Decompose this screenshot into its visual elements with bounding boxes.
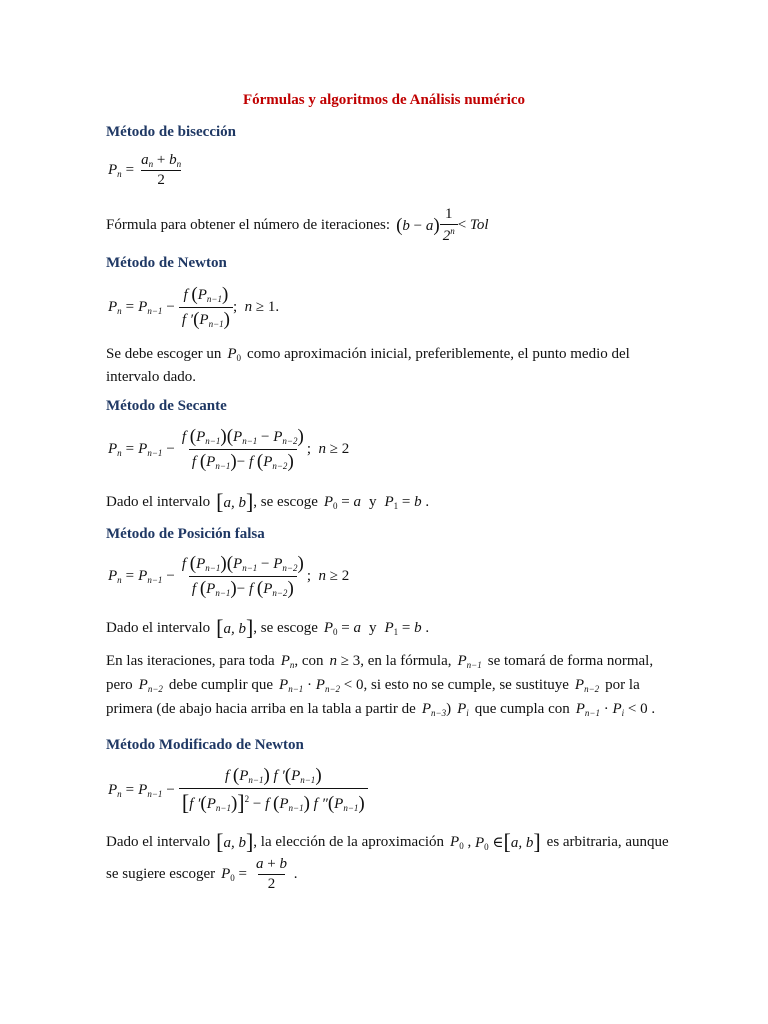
formula-modificado-newton: $P_n$ = $P_{n-1}$ − $\frac{f (P_{n-1}) f '(P_{n-1})}{[f '(P_{n-1})]^2 - f (P_{n-1}) f ''(P_{n-1})}$ xyxy=(108,765,368,816)
posicion-falsa-note-a: Dado el intervalo xyxy=(106,619,211,636)
posicion-falsa-note: Dado el intervalo [a, b] , se escoge $P_0 = a$ y $P_1 = b$ . xyxy=(106,615,430,640)
iterations-text: Fórmula para obtener el número de iteraciones: xyxy=(106,217,391,233)
modificado-note-line1: Dado el intervalo [a, b] , la elección de la aproximación $P_0$ , $P_0$ ∈[a, b] es arbitraria, aunque xyxy=(106,829,669,854)
modificado-note-d: se sugiere escoger xyxy=(106,866,216,882)
secante-note-a: Dado el intervalo xyxy=(106,493,211,510)
para3-b: ) xyxy=(446,701,452,717)
para2-a: pero xyxy=(106,677,133,693)
para1-c: , en la fórmula, xyxy=(360,653,452,669)
formula-newton: $P_n$ = $P_{n-1}$ − $\frac{f (P_{n-1})}{f '(P_{n-1})}$ ; n ≥ 1. xyxy=(108,284,280,330)
newton-note-line1: Se debe escoger un $P_0$ como aproximación inicial, preferiblemente, el punto medio del xyxy=(106,346,630,363)
heading-newton: Método de Newton xyxy=(106,255,227,271)
page-title: Fórmulas y algoritmos de Análisis numérico xyxy=(242,92,526,108)
newton-note-line2: intervalo dado. xyxy=(106,369,196,385)
secante-note: Dado el intervalo [a, b] , se escoge $P_0 = a$ y $P_1 = b$ . xyxy=(106,489,430,514)
modificado-note-line2: se sugiere escoger $P_0$ = $\frac{a + b}{2}$ . xyxy=(106,856,298,892)
formula-posicion-falsa: $P_n$ = $P_{n-1}$ − $\frac{f (P_{n-1})(P_{n-1} - P_{n-2})}{f (P_{n-1})- f (P_{n-2})}$ ; n ≥ 2 xyxy=(108,553,350,599)
secante-note-b: , se escoge xyxy=(253,493,318,510)
para1-a: En las iteraciones, para toda xyxy=(106,653,275,669)
formula-biseccion: $P_n$ = $\frac{a_n + b_n}{2}$ xyxy=(108,152,182,188)
iterations-formula-line: Fórmula para obtener el número de iteraciones: (b − a) $\frac{1}{2^n}$ < Tol xyxy=(106,206,489,244)
para3-c: que cumpla con xyxy=(474,701,570,717)
heading-posicion-falsa: Método de Posición falsa xyxy=(106,526,265,542)
posicion-falsa-para-line2: pero $P_{n-2}$ debe cumplir que $P_{n-1} \cdot P_{n-2} < 0$ , si esto no se cumple, se sustituye $P_{n-2}$ por la xyxy=(106,677,640,694)
para2-c: , si esto no se cumple, se sustituye xyxy=(363,677,569,693)
heading-biseccion: Método de bisección xyxy=(106,124,236,140)
para3-a: primera (de abajo hacia arriba en la tabla a partir de xyxy=(106,701,416,717)
posicion-falsa-para-line1: En las iteraciones, para toda $P_n$ , con n ≥ 3 , en la fórmula, $P_{n-1}$ se tomará de forma normal, xyxy=(106,653,654,670)
para1-b: , con xyxy=(294,653,324,669)
newton-note-text-b: como aproximación inicial, preferiblemente, el punto medio del xyxy=(247,346,630,362)
para2-d: por la xyxy=(605,677,640,693)
modificado-note-c: es arbitraria, aunque xyxy=(546,833,669,850)
posicion-falsa-note-b: , se escoge xyxy=(253,619,318,636)
para2-b: debe cumplir que xyxy=(168,677,274,693)
newton-note-text-a: Se debe escoger un xyxy=(106,346,222,362)
modificado-note-b: , la elección de la aproximación xyxy=(253,833,445,850)
modificado-note-a: Dado el intervalo xyxy=(106,833,211,850)
heading-modificado-newton: Método Modificado de Newton xyxy=(106,737,304,753)
posicion-falsa-para-line3: primera (de abajo hacia arriba en la tabla a partir de $P_{n-3}$ ) $P_i$ que cumpla con $P_{n-1} \cdot P_i < 0$ . xyxy=(106,701,656,718)
para1-d: se tomará de forma normal, xyxy=(487,653,654,669)
formula-secante: $P_n$ = $P_{n-1}$ − $\frac{f (P_{n-1})(P_{n-1} - P_{n-2})}{f (P_{n-1})- f (P_{n-2})}$ ; n ≥ 2 xyxy=(108,426,350,472)
heading-secante: Método de Secante xyxy=(106,398,227,414)
